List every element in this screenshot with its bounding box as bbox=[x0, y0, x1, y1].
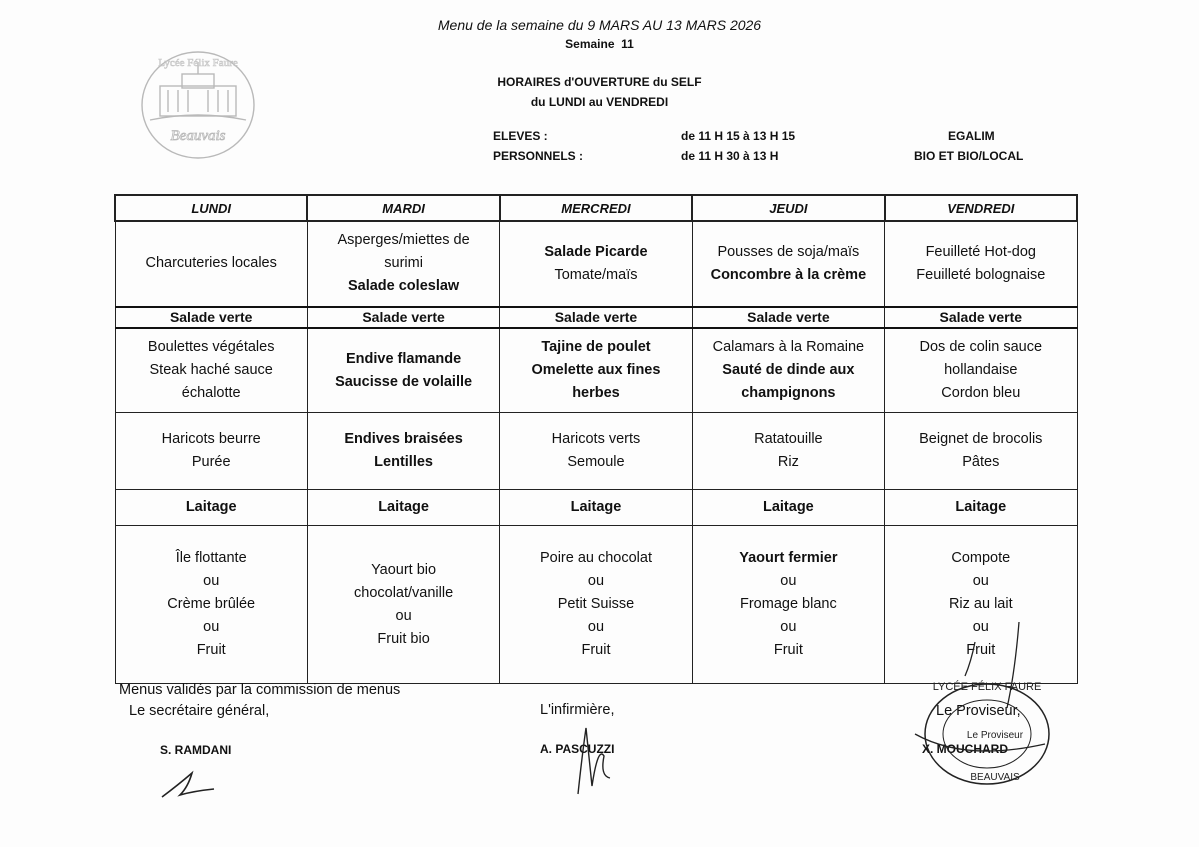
starters-row bbox=[115, 221, 1077, 307]
dish-line: Charcuteries locales bbox=[145, 255, 277, 272]
dish-line: Ratatouille bbox=[754, 430, 823, 447]
hours-subtitle: du LUNDI au VENDREDI bbox=[530, 95, 669, 109]
dessert-cell bbox=[307, 526, 499, 684]
dish-line: Concombre à la crème bbox=[710, 266, 867, 283]
dish-line: Salade coleslaw bbox=[347, 278, 460, 295]
main-cell bbox=[885, 328, 1077, 413]
starter-cell bbox=[692, 221, 884, 307]
svg-text:LYCÉE FÉLIX FAURE: LYCÉE FÉLIX FAURE bbox=[932, 681, 1042, 693]
dish-line: Salade Picarde bbox=[544, 243, 648, 260]
dish-line: Sauté de dinde aux bbox=[722, 362, 855, 378]
dish-line: Purée bbox=[191, 453, 231, 470]
dish-line: Yaourt fermier bbox=[739, 550, 838, 567]
dish-line: Haricots beurre bbox=[161, 430, 261, 447]
day-monday: LUNDI bbox=[115, 195, 307, 221]
dairy-cell: Laitage bbox=[500, 489, 692, 526]
nurse-name: A. PASCUZZI bbox=[540, 742, 615, 756]
page-title: Menu de la semaine du 9 MARS AU 13 MARS 2026 bbox=[437, 17, 762, 33]
schedule-who-staff: PERSONNELS : bbox=[493, 149, 584, 163]
main-cell bbox=[307, 328, 499, 413]
dish-line: ou bbox=[972, 573, 989, 590]
dish-line: Yaourt bio bbox=[371, 561, 437, 578]
dish-line: ou bbox=[780, 619, 797, 636]
nurse-role: L'infirmière, bbox=[540, 702, 615, 718]
dish-line: Pousses de soja/maïs bbox=[717, 243, 860, 260]
dish-line: Pâtes bbox=[962, 453, 1000, 470]
starter-cell bbox=[115, 221, 307, 307]
dish-line: Fromage blanc bbox=[740, 596, 837, 613]
dish-line: ou bbox=[203, 619, 220, 636]
schedule-time-students: de 11 H 15 à 13 H 15 bbox=[681, 129, 796, 143]
secretary-role: Le secrétaire général, bbox=[129, 703, 270, 719]
dish-line: herbes bbox=[572, 385, 620, 401]
dish-line: ou bbox=[780, 573, 797, 590]
secretary-name: S. RAMDANI bbox=[160, 743, 232, 757]
dairy-cell: Laitage bbox=[692, 489, 884, 526]
dish-line: Petit Suisse bbox=[557, 596, 635, 613]
dish-line: Île flottante bbox=[175, 550, 247, 567]
dish-line: chocolat/vanille bbox=[354, 584, 454, 601]
main-cell bbox=[115, 328, 307, 413]
starter-cell bbox=[500, 221, 692, 307]
dairy-cell: Laitage bbox=[885, 489, 1077, 526]
side-cell bbox=[500, 413, 692, 489]
dish-line: Boulettes végétales bbox=[147, 339, 275, 355]
side-cell bbox=[307, 413, 499, 489]
dish-line: Fruit bbox=[773, 642, 803, 659]
dessert-cell bbox=[692, 526, 884, 684]
main-cell bbox=[500, 328, 692, 413]
hours-title: HORAIRES d'OUVERTURE du SELF bbox=[497, 75, 702, 89]
dish-line: échalotte bbox=[181, 385, 241, 401]
dish-line: Riz bbox=[777, 453, 799, 470]
dish-line: Dos de colin sauce bbox=[919, 339, 1043, 355]
dish-line: Crème brûlée bbox=[167, 596, 256, 613]
svg-text:Beauvais: Beauvais bbox=[170, 128, 226, 144]
principal-stamp bbox=[895, 612, 1065, 792]
dessert-cell bbox=[115, 526, 307, 684]
dish-line: Beignet de brocolis bbox=[919, 430, 1043, 447]
dish-line: hollandaise bbox=[944, 362, 1018, 378]
nurse-signature bbox=[560, 716, 630, 796]
dish-line: Fruit bio bbox=[377, 630, 430, 647]
dish-line: Endives braisées bbox=[344, 430, 463, 447]
principal-role: Le Proviseur, bbox=[936, 703, 1021, 719]
schedule-tag-bio: BIO ET BIO/LOCAL bbox=[914, 149, 1024, 163]
salad-cell: Salade verte bbox=[692, 307, 884, 328]
salad-cell: Salade verte bbox=[885, 307, 1077, 328]
dish-line: Poire au chocolat bbox=[539, 550, 652, 567]
sides-row bbox=[115, 413, 1077, 489]
dish-line: champignons bbox=[741, 385, 836, 401]
dish-line: Cordon bleu bbox=[941, 385, 1021, 401]
day-friday: VENDREDI bbox=[885, 195, 1077, 221]
schedule-tag-egalim: EGALIM bbox=[948, 129, 995, 143]
menu-table bbox=[114, 194, 1078, 684]
dish-line: Calamars à la Romaine bbox=[712, 339, 865, 355]
side-cell bbox=[115, 413, 307, 489]
dish-line: Fruit bbox=[196, 642, 226, 659]
dish-line: Semoule bbox=[567, 453, 625, 470]
dish-line: Omelette aux fines bbox=[531, 362, 661, 378]
main-cell bbox=[692, 328, 884, 413]
week-number: 11 bbox=[621, 37, 634, 51]
dairy-row bbox=[115, 489, 1077, 526]
svg-text:Lycée Félix Faure: Lycée Félix Faure bbox=[158, 57, 238, 69]
day-header-row bbox=[115, 195, 1077, 221]
side-cell bbox=[885, 413, 1077, 489]
dish-line: Fruit bbox=[581, 642, 611, 659]
salad-cell: Salade verte bbox=[115, 307, 307, 328]
dish-line: Compote bbox=[951, 550, 1011, 567]
dish-line: surimi bbox=[384, 255, 423, 272]
dish-line: Feuilleté Hot-dog bbox=[925, 243, 1036, 260]
side-cell bbox=[692, 413, 884, 489]
dish-line: ou bbox=[203, 573, 220, 590]
dish-line: Tajine de poulet bbox=[541, 339, 651, 355]
dish-line: ou bbox=[395, 607, 412, 624]
dish-line: Asperges/miettes de bbox=[337, 232, 470, 249]
dairy-cell: Laitage bbox=[307, 489, 499, 526]
dish-line: Endive flamande bbox=[345, 350, 462, 367]
week-label: Semaine bbox=[565, 37, 615, 51]
principal-name: X. MOUCHARD bbox=[922, 742, 1008, 756]
schedule-who-students: ELEVES : bbox=[493, 129, 548, 143]
validated-note: Menus validés par la commission de menus bbox=[119, 682, 401, 698]
dish-line: Fruit bbox=[966, 642, 996, 659]
dairy-cell: Laitage bbox=[115, 489, 307, 526]
salad-row bbox=[115, 307, 1077, 328]
dessert-cell bbox=[500, 526, 692, 684]
salad-cell: Salade verte bbox=[500, 307, 692, 328]
dish-line: ou bbox=[972, 619, 989, 636]
salad-cell: Salade verte bbox=[307, 307, 499, 328]
day-tuesday: MARDI bbox=[307, 195, 499, 221]
dish-line: Feuilleté bolognaise bbox=[916, 266, 1046, 283]
dish-line: ou bbox=[587, 573, 605, 590]
mains-row bbox=[115, 328, 1077, 413]
svg-text:Le Proviseur: Le Proviseur bbox=[966, 730, 1024, 741]
starter-cell bbox=[307, 221, 499, 307]
dish-line: ou bbox=[587, 619, 605, 636]
dish-line: Saucisse de volaille bbox=[335, 373, 473, 390]
dish-line: Haricots verts bbox=[551, 430, 641, 447]
school-logo bbox=[138, 48, 258, 163]
dish-line: Steak haché sauce bbox=[149, 362, 273, 378]
day-thursday: JEUDI bbox=[692, 195, 884, 221]
dish-line: Riz au lait bbox=[948, 596, 1013, 613]
svg-text:BEAUVAIS: BEAUVAIS bbox=[970, 772, 1020, 783]
dish-line: Lentilles bbox=[374, 453, 433, 470]
dish-line: Tomate/maïs bbox=[554, 266, 638, 283]
secretary-signature bbox=[158, 765, 218, 805]
starter-cell bbox=[885, 221, 1077, 307]
schedule-time-staff: de 11 H 30 à 13 H bbox=[681, 149, 779, 163]
day-wednesday: MERCREDI bbox=[500, 195, 692, 221]
